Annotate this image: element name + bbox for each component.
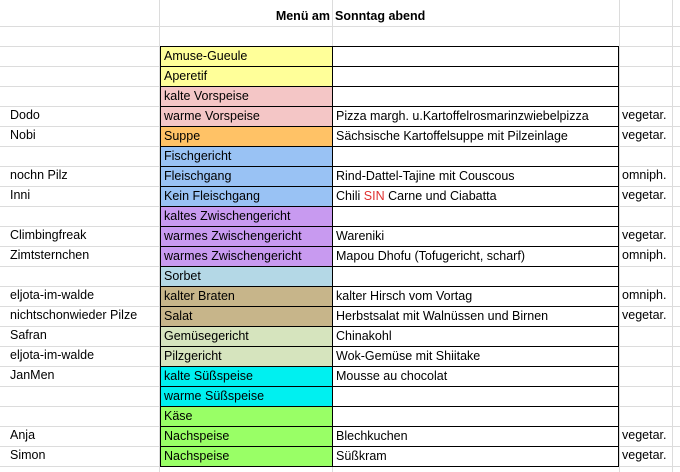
course-cell[interactable]: Fleischgang: [160, 166, 333, 186]
course-cell[interactable]: warme Vorspeise: [160, 106, 333, 126]
course-cell[interactable]: Aperetif: [160, 66, 333, 86]
course-cell[interactable]: Kein Fleischgang: [160, 186, 333, 206]
table-row: [0, 226, 680, 246]
course-cell[interactable]: warme Süßspeise: [160, 386, 333, 406]
menu-title-right: Sonntag abend: [335, 9, 426, 23]
course-cell[interactable]: Salat: [160, 306, 333, 326]
guest-name-cell[interactable]: JanMen: [10, 368, 55, 382]
course-cell[interactable]: Fischgericht: [160, 146, 333, 166]
dish-cell[interactable]: [332, 46, 619, 66]
guest-name-cell[interactable]: Dodo: [10, 108, 40, 122]
dish-cell[interactable]: Wok-Gemüse mit Shiitake: [332, 346, 619, 366]
dish-cell[interactable]: Pizza margh. u.Kartoffelrosmarinzwiebelpizza: [332, 106, 619, 126]
table-row: [0, 366, 680, 386]
guest-name-cell[interactable]: Simon: [10, 448, 46, 462]
guest-name-cell[interactable]: nochn Pilz: [10, 168, 68, 182]
table-row: [0, 326, 680, 346]
course-cell[interactable]: kalte Süßspeise: [160, 366, 333, 386]
table-row: [0, 46, 680, 66]
table-row: [0, 346, 680, 366]
table-row: [0, 306, 680, 326]
diet-cell[interactable]: omniph.: [622, 248, 667, 262]
dish-cell[interactable]: Mousse au chocolat: [332, 366, 619, 386]
dish-cell[interactable]: [332, 406, 619, 426]
guest-name-cell[interactable]: Inni: [10, 188, 31, 202]
table-row: [0, 186, 680, 206]
dish-text: Carne und Ciabatta: [384, 189, 497, 203]
guest-name-cell[interactable]: Safran: [10, 328, 47, 342]
dish-cell[interactable]: Chinakohl: [332, 326, 619, 346]
course-cell[interactable]: Sorbet: [160, 266, 333, 286]
table-row: [0, 266, 680, 286]
dish-cell[interactable]: Süßkram: [332, 446, 619, 466]
table-row: [0, 106, 680, 126]
diet-cell[interactable]: vegetar.: [622, 128, 667, 142]
course-cell[interactable]: Gemüsegericht: [160, 326, 333, 346]
table-bottom-border: [160, 466, 619, 467]
course-cell[interactable]: kalte Vorspeise: [160, 86, 333, 106]
course-cell[interactable]: Suppe: [160, 126, 333, 146]
dish-cell[interactable]: [332, 86, 619, 106]
dish-cell[interactable]: Wareniki: [332, 226, 619, 246]
diet-cell[interactable]: vegetar.: [622, 448, 667, 462]
table-row: [0, 406, 680, 426]
table-row: [0, 386, 680, 406]
dish-cell[interactable]: [332, 146, 619, 166]
course-cell[interactable]: warmes Zwischengericht: [160, 226, 333, 246]
table-row: [0, 286, 680, 306]
dish-cell[interactable]: Herbstsalat mit Walnüssen und Birnen: [332, 306, 619, 326]
table-row: [0, 86, 680, 106]
table-row: [0, 246, 680, 266]
guest-name-cell[interactable]: Nobi: [10, 128, 36, 142]
course-cell[interactable]: Käse: [160, 406, 333, 426]
guest-name-cell[interactable]: Zimtsternchen: [10, 248, 90, 262]
dish-cell[interactable]: kalter Hirsch vom Vortag: [332, 286, 619, 306]
diet-cell[interactable]: vegetar.: [622, 308, 667, 322]
course-cell[interactable]: Amuse-Gueule: [160, 46, 333, 66]
dish-cell[interactable]: [332, 266, 619, 286]
course-cell[interactable]: kaltes Zwischengericht: [160, 206, 333, 226]
course-cell[interactable]: Pilzgericht: [160, 346, 333, 366]
table-row: [0, 206, 680, 226]
menu-title-left: Menü am: [275, 9, 330, 23]
dish-cell[interactable]: [332, 206, 619, 226]
guest-name-cell[interactable]: nichtschonwieder Pilze: [10, 308, 138, 322]
table-row: [0, 66, 680, 86]
table-row: [0, 166, 680, 186]
dish-cell[interactable]: Sächsische Kartoffelsuppe mit Pilzeinlage: [332, 126, 619, 146]
dish-cell[interactable]: Blechkuchen: [332, 426, 619, 446]
table-row: [0, 146, 680, 166]
diet-cell[interactable]: omniph.: [622, 288, 667, 302]
dish-text: Chili: [336, 189, 364, 203]
dish-cell[interactable]: [332, 186, 619, 206]
course-cell[interactable]: kalter Braten: [160, 286, 333, 306]
guest-name-cell[interactable]: eljota-im-walde: [10, 288, 95, 302]
guest-name-cell[interactable]: Climbingfreak: [10, 228, 87, 242]
dish-cell[interactable]: Mapou Dhofu (Tofugericht, scharf): [332, 246, 619, 266]
diet-cell[interactable]: vegetar.: [622, 228, 667, 242]
diet-cell[interactable]: vegetar.: [622, 428, 667, 442]
table-row: [0, 446, 680, 466]
course-cell[interactable]: warmes Zwischengericht: [160, 246, 333, 266]
guest-name-cell[interactable]: Anja: [10, 428, 36, 442]
table-row: [0, 426, 680, 446]
diet-cell[interactable]: vegetar.: [622, 188, 667, 202]
course-cell[interactable]: Nachspeise: [160, 426, 333, 446]
guest-name-cell[interactable]: eljota-im-walde: [10, 348, 95, 362]
course-cell[interactable]: Nachspeise: [160, 446, 333, 466]
gridline: [0, 26, 680, 27]
diet-cell[interactable]: vegetar.: [622, 108, 667, 122]
dish-cell[interactable]: [332, 66, 619, 86]
dish-cell[interactable]: [332, 386, 619, 406]
diet-cell[interactable]: omniph.: [622, 168, 667, 182]
dish-highlight-text: SIN: [363, 189, 385, 203]
table-row: [0, 126, 680, 146]
dish-cell[interactable]: Rind-Dattel-Tajine mit Couscous: [332, 166, 619, 186]
